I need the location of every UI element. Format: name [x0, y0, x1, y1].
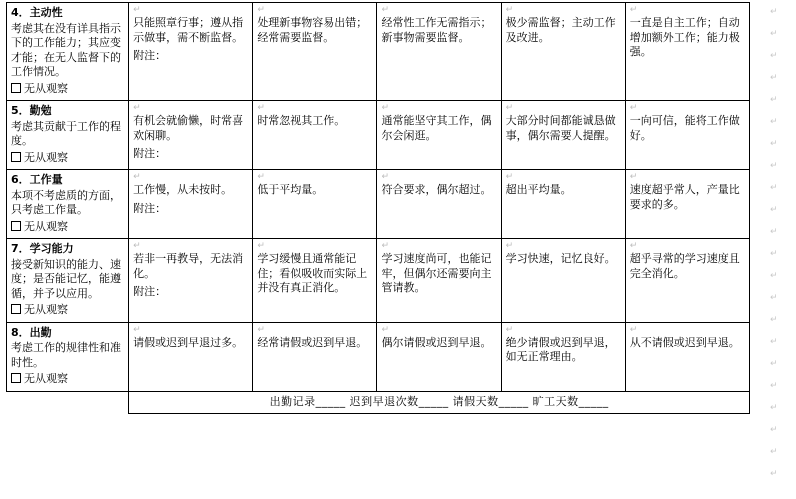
criterion-description: 考虑工作的规律性和准时性。: [11, 341, 121, 369]
na-label: 无从观察: [24, 219, 68, 233]
paragraph-mark-icon: ↵: [505, 5, 514, 15]
criterion-title: 4．主动性: [11, 6, 63, 19]
na-label: 无从观察: [24, 303, 68, 317]
summary-row: [7, 391, 750, 414]
document-page: [0, 2, 796, 499]
attendance-summary-cell[interactable]: [129, 391, 750, 414]
na-checkbox-row[interactable]: [11, 151, 124, 166]
checkbox-icon[interactable]: [11, 304, 21, 314]
paragraph-mark-icon: ↵: [257, 5, 265, 15]
paragraph-mark-icon: ↵: [381, 103, 390, 114]
criterion-description: 本项不考虑质的方面，只考虑工作量。: [11, 188, 121, 217]
paragraph-mark-icon: ↵: [770, 469, 778, 479]
note-label: 附注：: [133, 147, 167, 161]
option-cell[interactable]: [501, 322, 625, 391]
option-cell[interactable]: [377, 322, 501, 391]
paragraph-mark-icon: ↵: [770, 337, 778, 347]
note-label: 附注：: [133, 285, 167, 299]
checkbox-icon[interactable]: [11, 152, 21, 162]
option-text: 学习快速，记忆良好。: [505, 252, 616, 266]
paragraph-mark-icon: ↵: [629, 103, 638, 114]
option-cell[interactable]: [377, 3, 501, 101]
paragraph-mark-icon: ↵: [505, 241, 514, 252]
option-text: 经常性工作无需指示；新事物需要监督。: [381, 16, 492, 44]
paragraph-mark-icon: ↵: [770, 447, 778, 457]
criterion-title: 8．出勤: [11, 325, 52, 339]
paragraph-mark-icon: ↵: [257, 324, 265, 335]
paragraph-mark-icon: ↵: [381, 324, 390, 335]
paragraph-mark-icon: ↵: [770, 205, 778, 215]
paragraph-mark-icon: ↵: [770, 271, 778, 281]
option-cell[interactable]: [253, 239, 377, 323]
option-cell[interactable]: [129, 322, 253, 391]
option-cell[interactable]: [625, 170, 749, 239]
paragraph-mark-icon: ↵: [770, 315, 778, 325]
paragraph-mark-icon: ↵: [770, 425, 778, 435]
paragraph-mark-icon: ↵: [257, 172, 265, 183]
option-text: 偶尔请假或迟到早退。: [381, 335, 492, 349]
criterion-cell: [7, 170, 129, 239]
option-text: 从不请假或迟到早退。: [629, 335, 740, 349]
option-cell[interactable]: [253, 101, 377, 170]
option-text: 处理新事物容易出错；经常需要监督。: [257, 16, 368, 44]
option-text: 极少需监督；主动工作及改进。: [505, 16, 616, 44]
paragraph-mark-icon: ↵: [629, 172, 638, 183]
option-cell[interactable]: [377, 170, 501, 239]
option-cell[interactable]: [501, 101, 625, 170]
paragraph-mark-icon: ↵: [770, 29, 778, 39]
na-checkbox-row[interactable]: [11, 372, 124, 387]
paragraph-mark-icon: ↵: [133, 103, 141, 114]
option-text: 低于平均量。: [257, 183, 324, 197]
option-text: 时常忽视其工作。: [257, 114, 346, 128]
paragraph-mark-icon: ↵: [133, 172, 141, 183]
na-checkbox-row[interactable]: [11, 303, 124, 318]
paragraph-mark-icon: ↵: [133, 241, 141, 252]
option-text: 大部分时间都能诚恳做事，偶尔需要人提醒。: [505, 114, 616, 142]
option-cell[interactable]: [625, 101, 749, 170]
paragraph-mark-icon: ↵: [770, 95, 778, 105]
paragraph-mark-icon: ↵: [770, 403, 778, 413]
paragraph-mark-icon: ↵: [629, 324, 638, 335]
option-text: 通常能坚守其工作，偶尔会闲逛。: [381, 114, 492, 142]
paragraph-mark-icon: ↵: [133, 324, 141, 335]
option-cell[interactable]: [625, 239, 749, 323]
criterion-cell: [7, 322, 129, 391]
paragraph-mark-icon: ↵: [505, 172, 514, 183]
paragraph-mark-icon: ↵: [629, 5, 638, 15]
na-label: 无从观察: [24, 372, 68, 386]
option-text: 只能照章行事；遵从指示做事，需不断监督。: [133, 16, 244, 44]
summary-spacer: [7, 391, 129, 414]
paragraph-mark-icon: ↵: [381, 5, 390, 15]
option-cell[interactable]: [377, 101, 501, 170]
criterion-description: 考虑其在没有详具指示下的工作能力；其应变才能；在无人监督下的工作情况。: [11, 21, 121, 79]
na-label: 无从观察: [24, 150, 68, 164]
paragraph-mark-icon: ↵: [381, 241, 390, 252]
table-row: [7, 170, 750, 239]
paragraph-mark-icon: ↵: [257, 241, 265, 252]
option-cell[interactable]: [253, 3, 377, 101]
option-text: 学习缓慢且通常能记住；看似吸收而实际上并没有真正消化。: [257, 252, 368, 295]
paragraph-mark-icon: ↵: [770, 249, 778, 259]
paragraph-mark-icon: ↵: [770, 183, 778, 193]
paragraph-mark-icon: ↵: [770, 7, 778, 17]
option-cell[interactable]: [129, 3, 253, 101]
criterion-cell: [7, 3, 129, 101]
paragraph-mark-icon: ↵: [770, 227, 778, 237]
paragraph-mark-icon: ↵: [505, 103, 514, 114]
na-checkbox-row[interactable]: [11, 220, 124, 235]
paragraph-mark-icon: ↵: [770, 293, 778, 303]
note-label: 附注：: [133, 49, 167, 63]
margin-paragraph-marks: [756, 2, 790, 499]
option-cell[interactable]: [501, 170, 625, 239]
attendance-summary-text: 出勤记录_____ 迟到早退次数_____ 请假天数_____ 旷工天数_____: [269, 394, 609, 408]
option-cell[interactable]: [253, 170, 377, 239]
paragraph-mark-icon: ↵: [381, 172, 390, 183]
paragraph-mark-icon: ↵: [629, 241, 638, 252]
option-text: 若非一再教导，无法消化。: [133, 252, 244, 280]
option-text: 学习速度尚可，也能记牢，但偶尔还需要向主管请教。: [381, 252, 492, 295]
paragraph-mark-icon: ↵: [505, 324, 514, 335]
criterion-description: 接受新知识的能力、速度；是否能记忆，能遵循，并予以应用。: [11, 257, 121, 300]
checkbox-icon[interactable]: [11, 83, 21, 93]
option-cell[interactable]: [377, 239, 501, 323]
checkbox-icon[interactable]: [11, 221, 21, 231]
option-cell[interactable]: [129, 170, 253, 239]
option-cell[interactable]: [625, 322, 749, 391]
paragraph-mark-icon: ↵: [770, 73, 778, 83]
table-row: [7, 3, 750, 101]
paragraph-mark-icon: ↵: [770, 381, 778, 391]
option-cell[interactable]: [253, 322, 377, 391]
criterion-title: 7．学习能力: [11, 242, 74, 256]
option-cell[interactable]: [501, 3, 625, 101]
option-text: 绝少请假或迟到早退，如无正常理由。: [505, 335, 616, 364]
criterion-cell: [7, 101, 129, 170]
paragraph-mark-icon: ↵: [257, 103, 265, 114]
option-text: 符合要求，偶尔超过。: [381, 183, 492, 197]
option-text: 请假或迟到早退过多。: [133, 335, 244, 349]
note-label: 附注：: [133, 201, 167, 215]
checkbox-icon[interactable]: [11, 373, 21, 383]
option-text: 有机会就偷懒，时常喜欢闲聊。: [133, 114, 244, 142]
evaluation-table: [6, 2, 750, 414]
paragraph-mark-icon: ↵: [133, 5, 141, 15]
paragraph-mark-icon: ↵: [770, 117, 778, 127]
paragraph-mark-icon: ↵: [770, 359, 778, 369]
option-cell[interactable]: [501, 239, 625, 323]
paragraph-mark-icon: ↵: [770, 139, 778, 149]
paragraph-mark-icon: ↵: [770, 161, 778, 171]
paragraph-mark-icon: ↵: [770, 51, 778, 61]
option-text: 一直是自主工作；自动增加额外工作；能力极强。: [629, 16, 740, 59]
option-text: 超出平均量。: [505, 183, 572, 197]
option-cell[interactable]: [129, 239, 253, 323]
criterion-title: 5．勤勉: [11, 104, 52, 118]
table-row: [7, 322, 750, 391]
criterion-description: 考虑其贡献于工作的程度。: [11, 119, 121, 148]
option-cell[interactable]: [129, 101, 253, 170]
criterion-cell: [7, 239, 129, 323]
option-text: 超乎寻常的学习速度且完全消化。: [629, 252, 740, 280]
na-label: 无从观察: [24, 81, 68, 95]
option-text: 速度超乎常人，产量比要求的多。: [629, 183, 740, 211]
option-text: 经常请假或迟到早退。: [257, 335, 368, 349]
table-row: [7, 239, 750, 323]
table-row: [7, 101, 750, 170]
option-text: 一向可信，能将工作做好。: [629, 114, 740, 142]
option-text: 工作慢，从未按时。: [133, 183, 233, 197]
criterion-title: 6．工作量: [11, 173, 63, 187]
option-cell[interactable]: [625, 3, 749, 101]
na-checkbox-row[interactable]: [11, 82, 124, 97]
